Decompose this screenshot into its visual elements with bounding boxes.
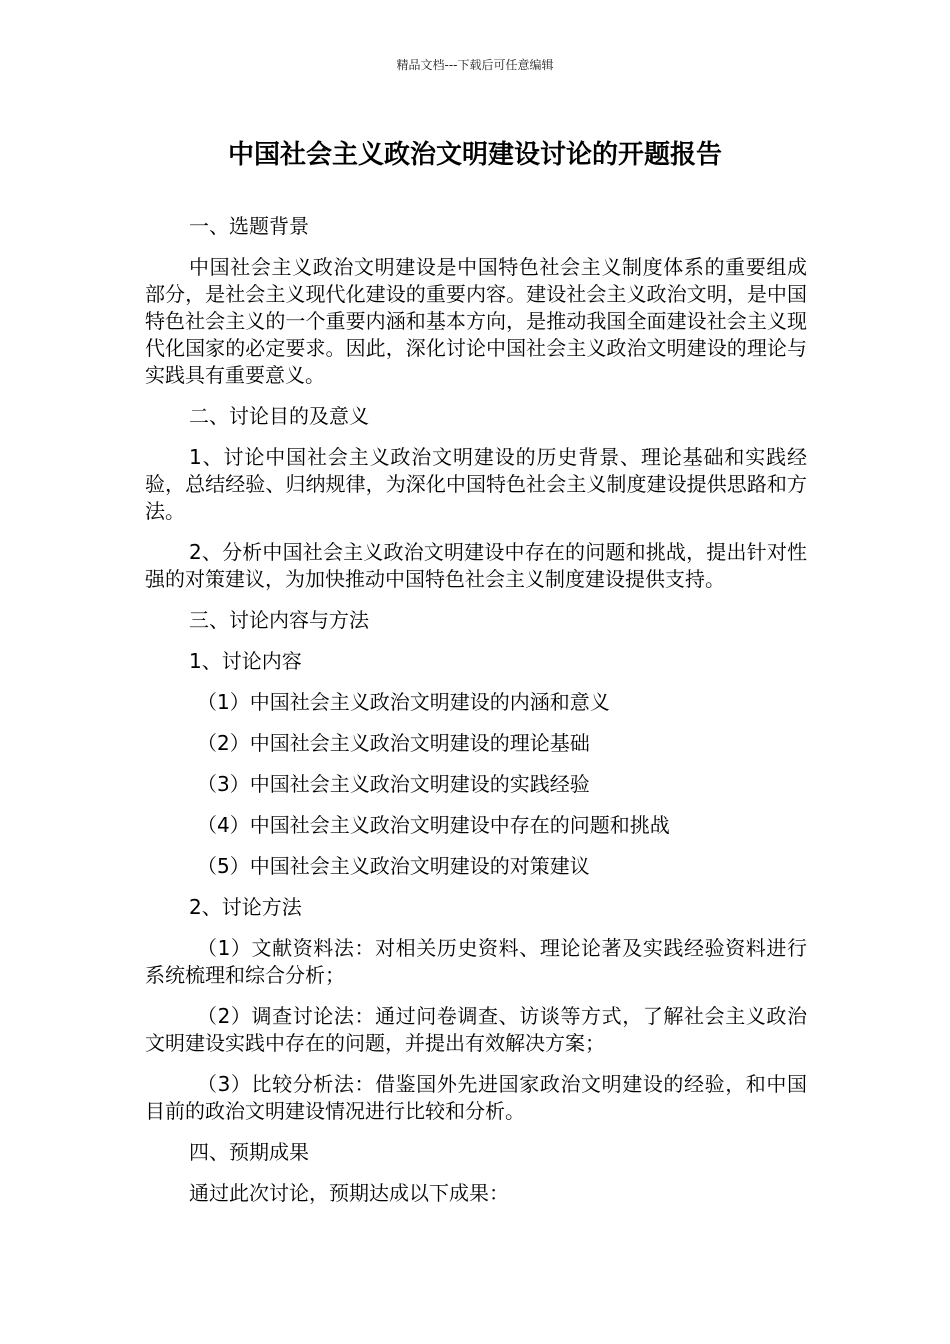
document-body	[145, 213, 807, 1221]
document-title: 中国社会主义政治文明建设讨论的开题报告	[227, 140, 722, 170]
list-item: （2）调查讨论法：通过问卷调查、访谈等方式，了解社会主义政治文明建设实践中存在的问题，并提出有效解决方案；	[145, 1004, 807, 1055]
section-heading: 三、讨论内容与方法	[189, 608, 369, 632]
list-item: （4）中国社会主义政治文明建设中存在的问题和挑战	[197, 813, 670, 837]
paragraph: 2、分析中国社会主义政治文明建设中存在的问题和挑战，提出针对性强的对策建议，为加快推动中国特色社会主义制度建设提供支持。	[145, 540, 807, 591]
list-item: （3）比较分析法：借鉴国外先进国家政治文明建设的经验，和中国目前的政治文明建设情况进行比较和分析。	[145, 1072, 807, 1123]
section-heading: 一、选题背景	[189, 214, 309, 238]
section-heading: 二、讨论目的及意义	[189, 404, 369, 428]
paragraph: 通过此次讨论，预期达成以下成果：	[189, 1181, 509, 1205]
paragraph: 1、讨论中国社会主义政治文明建设的历史背景、理论基础和实践经验，总结经验、归纳规律，为深化中国特色社会主义制度建设提供思路和方法。	[145, 445, 807, 523]
list-item: （2）中国社会主义政治文明建设的理论基础	[197, 731, 590, 755]
section-heading: 四、预期成果	[189, 1140, 309, 1164]
list-item: （3）中国社会主义政治文明建设的实践经验	[197, 772, 590, 796]
paragraph: 中国社会主义政治文明建设是中国特色社会主义制度体系的重要组成部分，是社会主义现代化建设的重要内容。建设社会主义政治文明，是中国特色社会主义的一个重要内涵和基本方向，是推动我国全面建设社会主义现代化国家的必定要求。因此，深化讨论中国社会主义政治文明建设的理论与实践具有重要意义。	[145, 255, 807, 387]
list-item: （1）中国社会主义政治文明建设的内涵和意义	[197, 690, 610, 714]
subsection-heading: 1、讨论内容	[189, 649, 302, 673]
list-item: （5）中国社会主义政治文明建设的对策建议	[197, 854, 590, 878]
header-note: 精品文档---下载后可任意编辑	[396, 58, 554, 72]
list-item: （1）文献资料法：对相关历史资料、理论论著及实践经验资料进行系统梳理和综合分析；	[145, 936, 807, 987]
subsection-heading: 2、讨论方法	[189, 895, 302, 919]
